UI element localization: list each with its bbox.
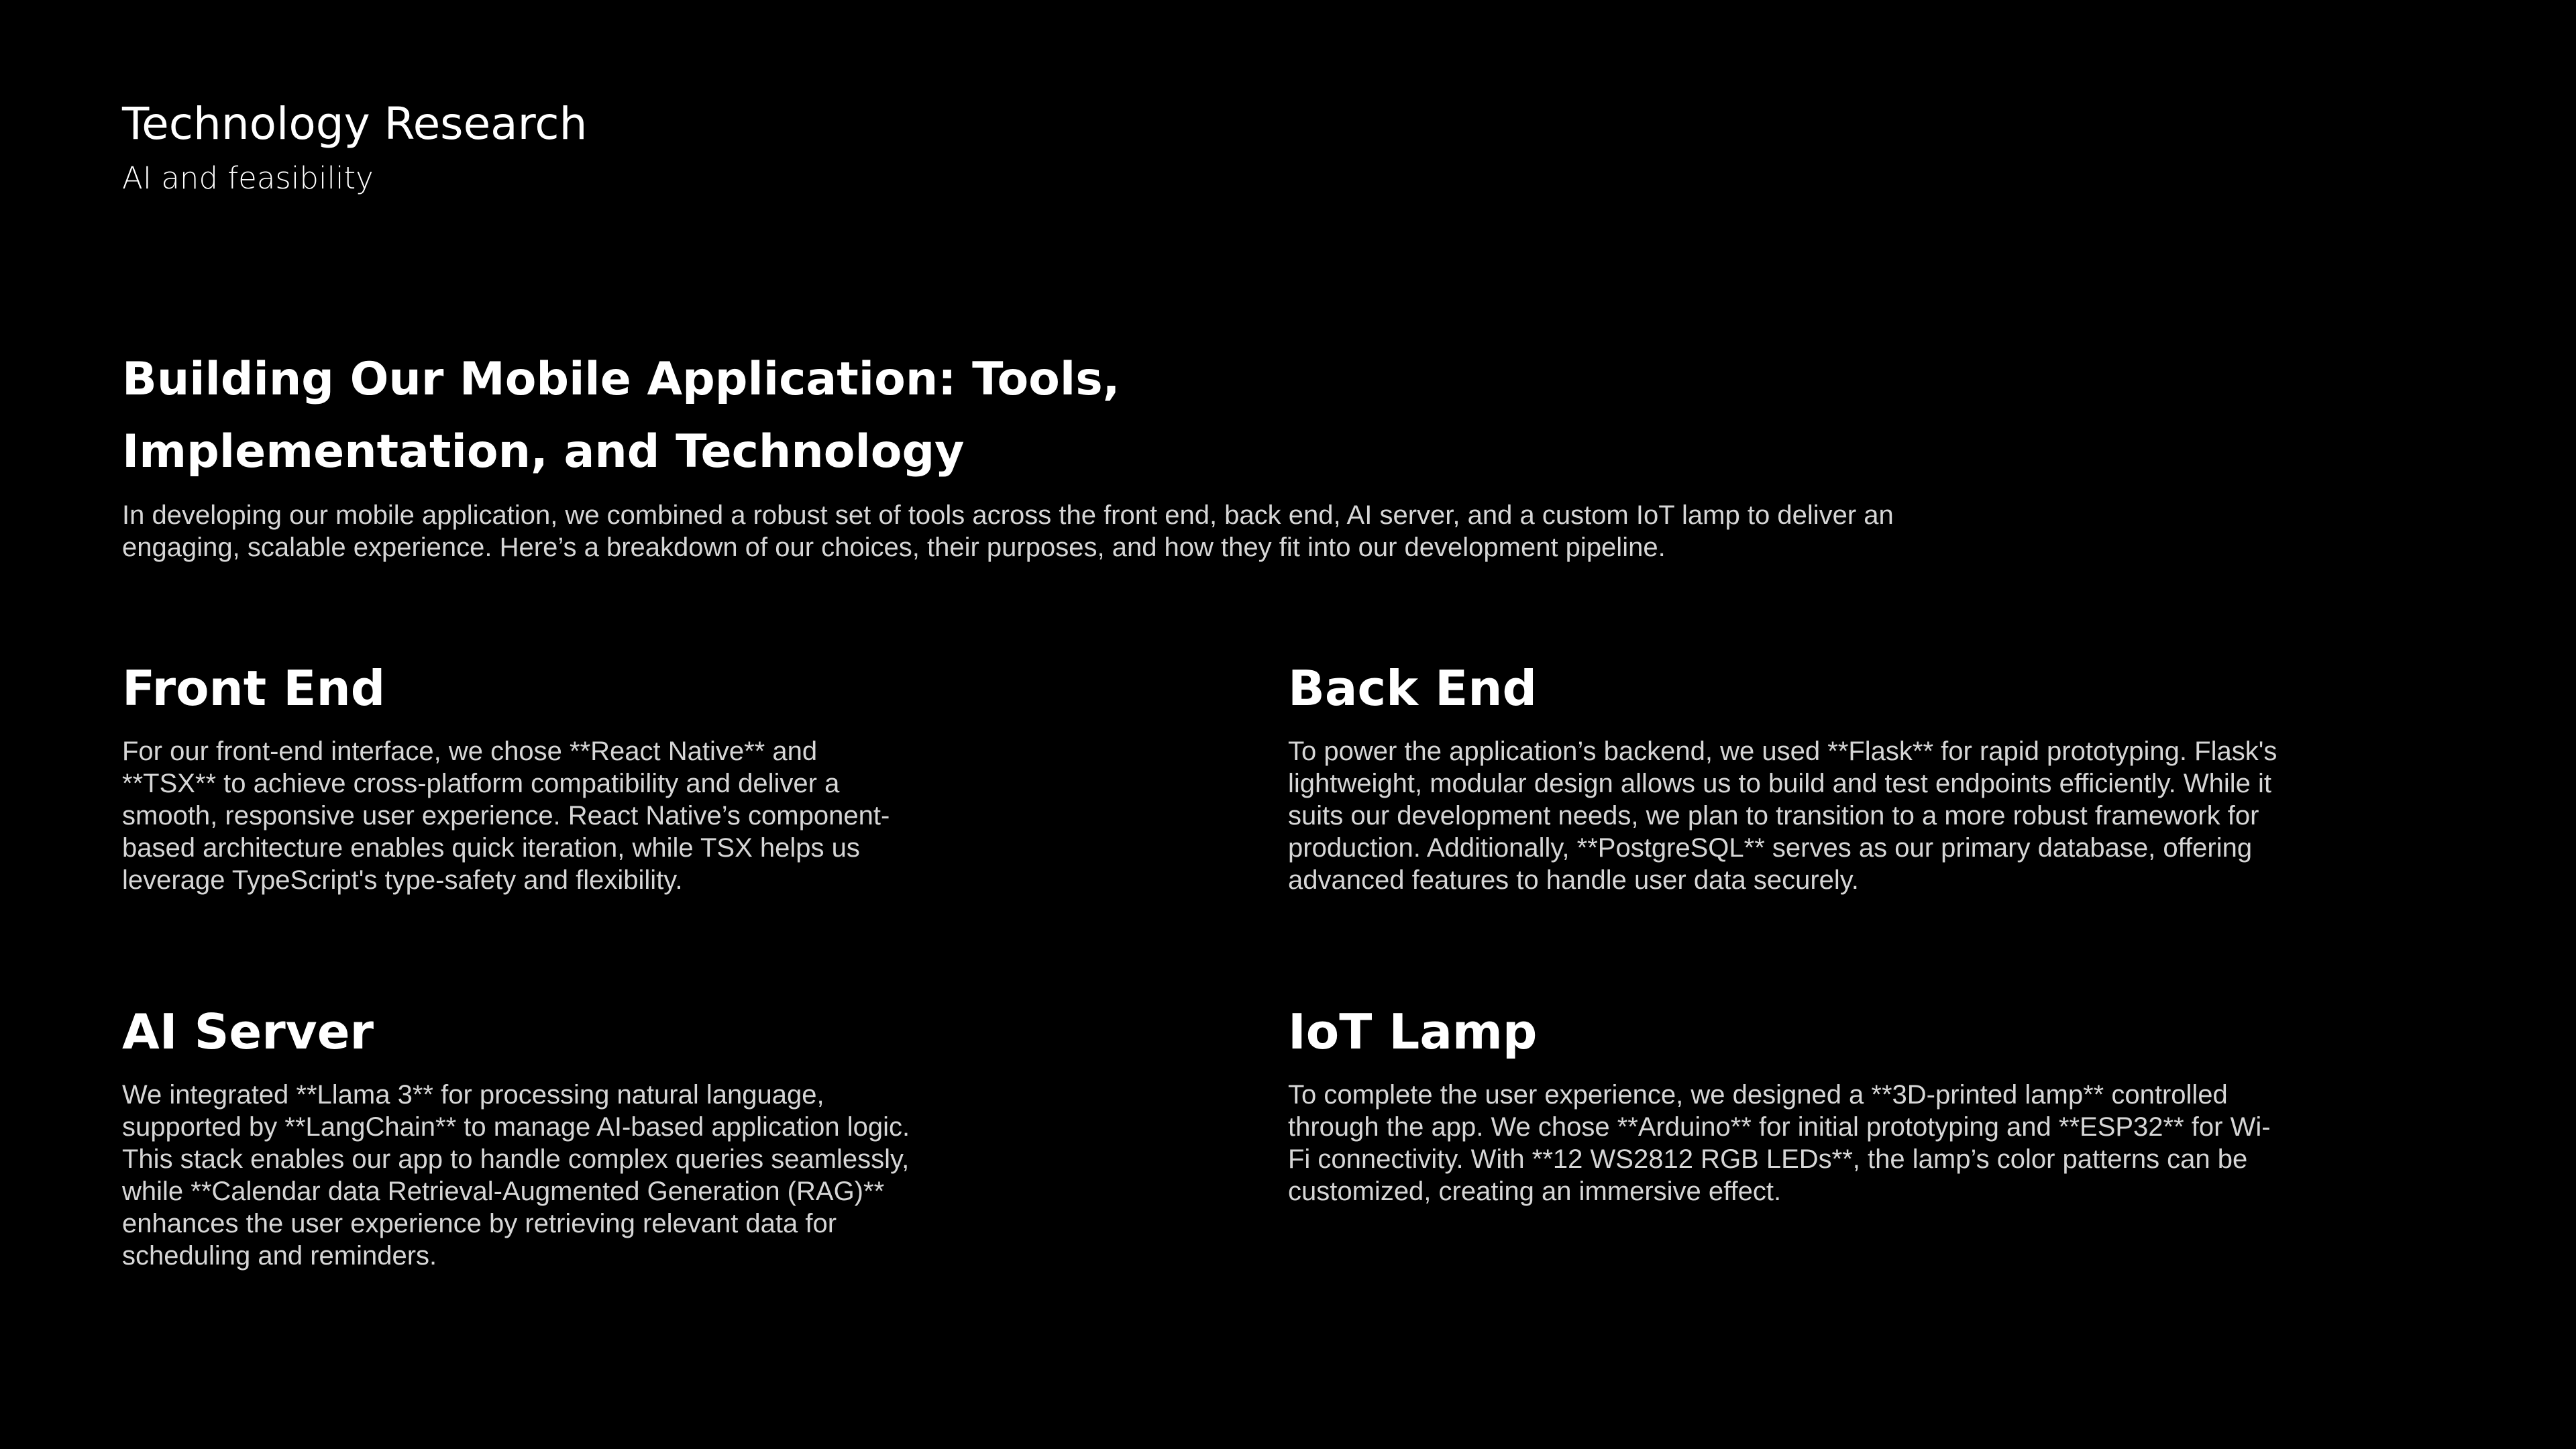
section-body-back-end: To power the application’s backend, we used **Flask** for rapid prototyping. Flask's lightweight, modular design allows us to build and test endpoints efficiently. While it suits our development needs, we plan to transition to a more robust framework for production. Additionally, **PostgreSQL** serves as our primary database, offering advanced features to handle user data securely.: [1288, 737, 2277, 895]
slide-header: [122, 94, 1195, 200]
section-body-iot-lamp: To complete the user experience, we designed a **3D-printed lamp** controlled through the app. We chose **Arduino** for initial prototyping and **ESP32** for Wi-Fi connectivity. With **12 WS2812 RGB LEDs**, the lamp’s color patterns can be customized, creating an immersive effect.: [1288, 1080, 2271, 1206]
section-body-front-end: For our front-end interface, we chose **React Native** and **TSX** to achieve cross-platform compatibility and deliver a smooth, responsive user experience. React Native’s component-based architecture enables quick iteration, while TSX helps us leverage TypeScript's type-safety and flexibility.: [122, 737, 890, 895]
intro-heading: Building Our Mobile Application: Tools, Implementation, and Technology: [122, 353, 1120, 478]
section-front-end: [122, 655, 1128, 896]
section-title-ai-server: AI Server: [122, 1004, 374, 1060]
section-ai-server: [122, 998, 1128, 1272]
intro-block: [122, 343, 2135, 564]
section-title-front-end: Front End: [122, 660, 386, 716]
section-body-ai-server: We integrated **Llama 3** for processing natural language, supported by **LangChain** to manage AI-based application logic. This stack enables our app to handle complex queries seamlessly, while **Calendar data Retrieval-Augmented Generation (RAG)** enhances the user experience by retrieving relevant data for scheduling and reminders.: [122, 1080, 910, 1271]
section-title-iot-lamp: IoT Lamp: [1288, 1004, 1538, 1060]
page-subtitle: AI and feasibility: [122, 160, 374, 196]
page-title: Technology Research: [122, 98, 588, 150]
intro-paragraph: In developing our mobile application, we combined a robust set of tools across the front end, back end, AI server, and a custom IoT lamp to deliver an engaging, scalable experience. Here’s a breakdown of our choices, their purposes, and how they fit into our development pipeline.: [122, 500, 1894, 562]
section-title-back-end: Back End: [1288, 660, 1538, 716]
section-back-end: [1288, 655, 2294, 896]
section-iot-lamp: [1288, 998, 2294, 1208]
